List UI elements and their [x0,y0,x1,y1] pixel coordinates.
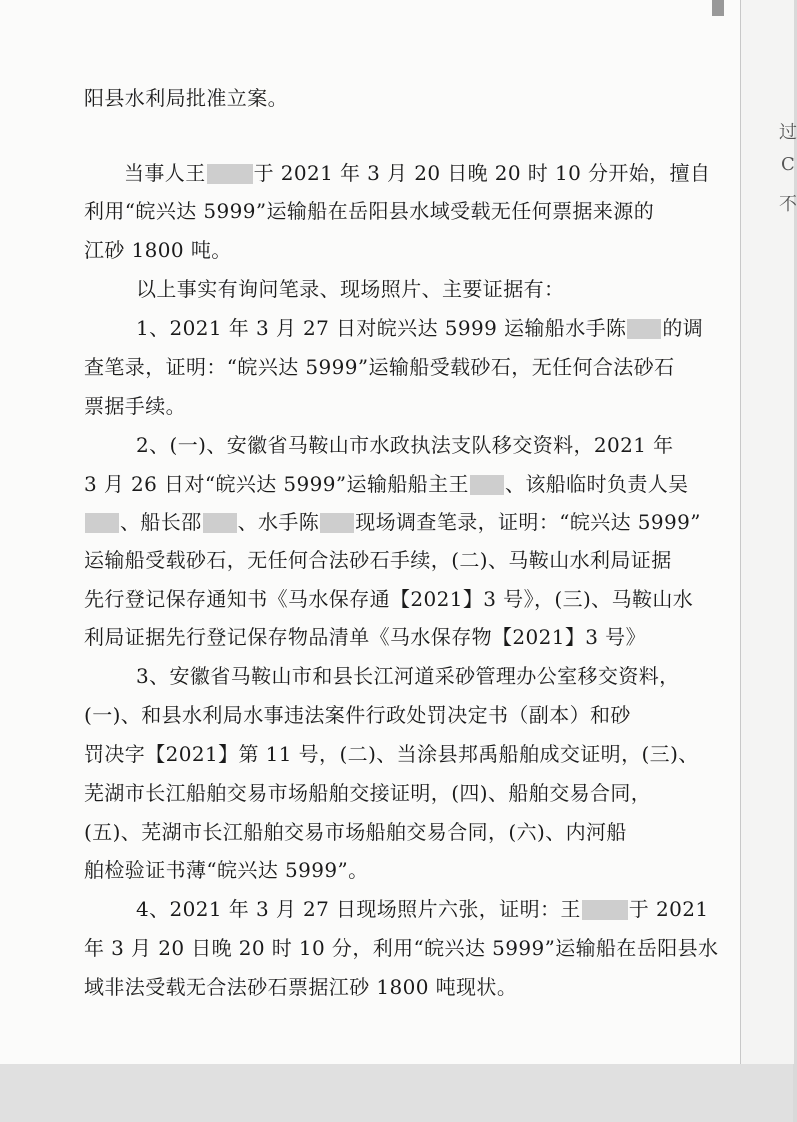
edge-char: 过 [779,122,797,143]
text-line: 、船长邵 、水手陈 现场调查笔录，证明：“皖兴达 5999” [84,510,701,534]
text-line: 票据手续。 [84,394,186,418]
text-line: 江砂 1800 吨。 [84,238,232,262]
redacted-name [470,475,504,495]
text-line: 域非法受载无合法砂石票据江砂 1800 吨现状。 [84,975,518,999]
text-line: 2、(一)、安徽省马鞍山市水政执法支队移交资料，2021 年 [136,433,674,457]
text-line: 先行登记保存通知书《马水保存通【2021】3 号》，(三)、马鞍山水 [84,587,694,611]
redacted-name [627,319,661,339]
redacted-name [203,513,237,533]
text-line: 以上事实有询问笔录、现场照片、主要证据有： [136,277,565,301]
redacted-name [85,513,119,533]
text-line: 芜湖市长江船舶交易市场船舶交接证明，(四)、船舶交易合同， [84,781,652,805]
text-line: 年 3 月 20 日晚 20 时 10 分，利用“皖兴达 5999”运输船在岳阳县水 [84,936,719,960]
text-line: 罚决字【2021】第 11 号，(二)、当涂县邦禹船舶成交证明，(三)、 [84,742,699,766]
text-line: 利局证据先行登记保存物品清单《马水保存物【2021】3 号》 [84,625,646,649]
redacted-name [320,513,354,533]
text-line: (一)、和县水利局水事违法案件行政处罚决定书（副本）和砂 [84,703,631,727]
text-line: 3 月 26 日对“皖兴达 5999”运输船船主王 、该船临时负责人吴 [84,472,689,496]
text-line: 3、安徽省马鞍山市和县长江河道采砂管理办公室移交资料， [136,664,680,688]
adjacent-page-edge [740,0,797,1064]
text-line: 阳县水利局批准立案。 [84,86,288,110]
edge-char: 不 [779,194,797,215]
text-line: 当事人王 于 2021 年 3 月 20 日晚 20 时 10 分开始，擅自 [124,161,711,185]
text-line: 1、2021 年 3 月 27 日对皖兴达 5999 运输船水手陈 的调 [136,316,704,340]
binder-clip [712,0,724,16]
edge-char: C [781,154,795,175]
text-line: (五)、芜湖市长江船舶交易市场船舶交易合同，(六)、内河船 [84,820,627,844]
scan-bottom-margin [0,1064,793,1122]
text-line: 舶检验证书薄“皖兴达 5999”。 [84,858,369,882]
text-line: 查笔录，证明：“皖兴达 5999”运输船受载砂石，无任何合法砂石 [84,355,675,379]
text-line: 运输船受载砂石，无任何合法砂石手续，(二)、马鞍山水利局证据 [84,548,672,572]
text-line: 利用“皖兴达 5999”运输船在岳阳县水域受载无任何票据来源的 [84,199,655,223]
text-line: 4、2021 年 3 月 27 日现场照片六张，证明：王 于 2021 [136,897,709,921]
redacted-name [207,164,253,184]
redacted-name [582,900,628,920]
